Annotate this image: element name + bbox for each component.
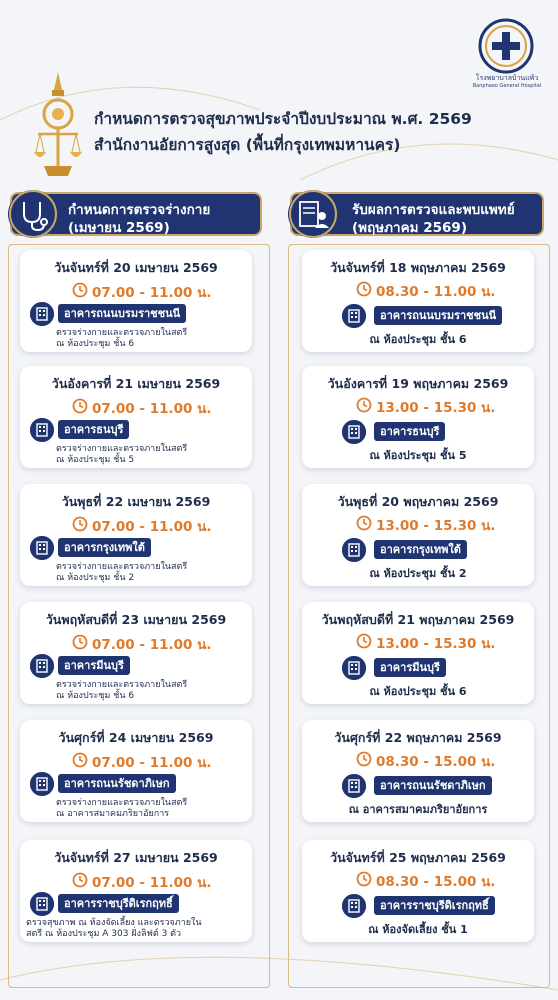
building-icon [342,894,366,918]
building-icon [30,302,54,326]
clock-icon [72,282,88,298]
building-icon [342,538,366,562]
clock-icon [72,752,88,768]
building-icon [30,536,54,560]
building-icon [30,654,54,678]
clock-icon [356,281,372,297]
note-line1: ตรวจร่างกายและตรวจภายในสตรี [56,444,188,454]
note-line1: ตรวจร่างกายและตรวจภายในสตรี [56,680,188,690]
building-badge: อาคารราชบุรีดิเรกฤทธิ์ [58,894,179,913]
note-line1: ตรวจสุขภาพ ณ ห้องจัดเลี้ยง และตรวจภายใน [26,918,202,928]
card-room: ณ อาคารสมาคมภริยาอัยการ [348,803,488,816]
card-note [56,680,187,702]
exam-card [20,840,252,942]
card-time: 07.00 - 11.00 น. [92,755,212,771]
right-heading-line2: (พฤษภาคม 2569) [352,220,467,236]
page-title: กำหนดการตรวจสุขภาพประจำปีงบประมาณ พ.ศ. 2569 [94,110,472,128]
result-card [302,484,534,586]
card-date: วันจันทร์ที่ 20 เมษายน 2569 [54,260,218,275]
card-room: ณ ห้องประชุม ชั้น 5 [369,449,467,462]
building-badge: อาคารกรุงเทพใต้ [374,540,467,559]
card-note [56,562,187,584]
left-heading-line1: กำหนดการตรวจร่างกาย [68,202,211,218]
card-note [26,918,202,940]
exam-card [20,720,252,822]
building-icon [342,656,366,680]
card-note [56,798,187,820]
clock-icon [72,398,88,414]
card-date: วันอังคารที่ 19 พฤษภาคม 2569 [327,376,509,391]
clock-icon [72,516,88,532]
stethoscope-icon [8,190,58,238]
card-time: 13.00 - 15.30 น. [376,636,496,652]
clock-icon [72,872,88,888]
attorney-general-emblem-icon [32,70,84,180]
clock-icon [356,515,372,531]
result-card [302,720,534,822]
building-icon [30,892,54,916]
exam-card [20,250,252,352]
card-note [56,444,187,466]
building-icon [342,420,366,444]
building-icon [30,418,54,442]
building-icon [342,774,366,798]
building-badge: อาคารถนนรัชดาภิเษก [58,774,176,793]
card-room: ณ ห้องประชุม ชั้น 2 [369,567,467,580]
exam-card [20,602,252,704]
clock-icon [72,634,88,650]
card-time: 08.30 - 11.00 น. [376,284,496,300]
note-line1: ตรวจร่างกายและตรวจภายในสตรี [56,328,188,338]
clock-icon [356,397,372,413]
card-date: วันศุกร์ที่ 22 พฤษภาคม 2569 [334,730,502,745]
building-badge: อาคารถนนบรมราชชนนี [58,304,186,323]
building-badge: อาคารถนนบรมราชชนนี [374,306,502,325]
card-date: วันจันทร์ที่ 25 พฤษภาคม 2569 [330,850,506,865]
card-time: 08.30 - 15.00 น. [376,754,496,770]
building-icon [342,304,366,328]
card-date: วันพฤหัสบดีที่ 23 เมษายน 2569 [45,612,227,627]
card-room: ณ ห้องประชุม ชั้น 6 [369,333,467,346]
result-card [302,602,534,704]
building-icon [30,772,54,796]
header [0,0,558,190]
card-time: 13.00 - 15.30 น. [376,518,496,534]
card-note [56,328,187,350]
left-column-heading [10,192,262,236]
building-badge: อาคารถนนรัชดาภิเษก [374,776,492,795]
building-badge: อาคารราชบุรีดิเรกฤทธิ์ [374,896,495,915]
card-date: วันอังคารที่ 21 เมษายน 2569 [51,376,221,391]
result-card [302,250,534,352]
card-date: วันจันทร์ที่ 18 พฤษภาคม 2569 [330,260,506,275]
building-badge: อาคารธนบุรี [374,422,445,441]
note-line2: สตรี ณ ห้องประชุม A 303 ฝั่งลิฟต์ 3 ตัว [26,929,182,939]
building-badge: อาคารมีนบุรี [374,658,446,677]
note-line2: ณ อาคารสมาคมภริยาอัยการ [56,809,170,819]
building-badge: อาคารธนบุรี [58,420,129,439]
right-heading-line1: รับผลการตรวจและพบแพทย์ [352,202,515,218]
note-line1: ตรวจร่างกายและตรวจภายในสตรี [56,562,188,572]
card-time: 08.30 - 15.00 น. [376,874,496,890]
note-line2: ณ ห้องประชุม ชั้น 2 [56,573,135,583]
card-time: 07.00 - 11.00 น. [92,285,212,301]
card-date: วันพฤหัสบดีที่ 21 พฤษภาคม 2569 [321,612,515,627]
page-subtitle: สำนักงานอัยการสูงสุด (พื้นที่กรุงเทพมหานคร) [94,136,401,154]
building-badge: อาคารมีนบุรี [58,656,130,675]
hospital-name: โรงพยาบาลบ้านแพ้ว [475,74,539,82]
result-card [302,366,534,468]
card-room: ณ ห้องประชุม ชั้น 6 [369,685,467,698]
card-time: 07.00 - 11.00 น. [92,401,212,417]
card-room: ณ ห้องจัดเลี้ยง ชั้น 1 [368,923,468,936]
doctor-report-icon [288,190,338,238]
clock-icon [356,871,372,887]
card-date: วันพุธที่ 22 เมษายน 2569 [61,494,211,509]
exam-card [20,366,252,468]
hospital-subtitle: Banphaeo General Hospital [472,83,542,89]
right-column-heading [290,192,544,236]
clock-icon [356,751,372,767]
card-date: วันพุธที่ 20 พฤษภาคม 2569 [337,494,499,509]
card-date: วันจันทร์ที่ 27 เมษายน 2569 [54,850,218,865]
note-line1: ตรวจร่างกายและตรวจภายในสตรี [56,798,188,808]
note-line2: ณ ห้องประชุม ชั้น 5 [56,455,135,465]
note-line2: ณ ห้องประชุม ชั้น 6 [56,691,135,701]
building-badge: อาคารกรุงเทพใต้ [58,538,151,557]
card-time: 13.00 - 15.30 น. [376,400,496,416]
card-time: 07.00 - 11.00 น. [92,519,212,535]
card-time: 07.00 - 11.00 น. [92,875,212,891]
card-date: วันศุกร์ที่ 24 เมษายน 2569 [58,730,214,745]
exam-card [20,484,252,586]
note-line2: ณ ห้องประชุม ชั้น 6 [56,339,135,349]
card-time: 07.00 - 11.00 น. [92,637,212,653]
clock-icon [356,633,372,649]
left-heading-line2: (เมษายน 2569) [68,220,170,236]
result-card [302,840,534,942]
